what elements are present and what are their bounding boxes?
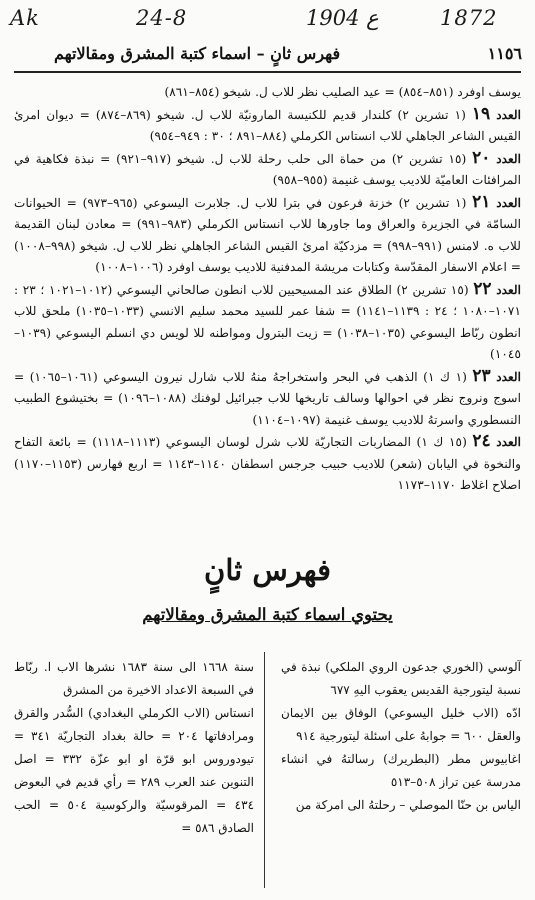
index-entry	[14, 431, 521, 497]
issue-number: ٢٤	[472, 431, 491, 451]
index-entries	[14, 82, 521, 497]
issue-label: العدد	[496, 151, 521, 166]
issue-number: ١٩	[471, 103, 491, 124]
column-divider	[264, 652, 265, 888]
entry-text: (١ تشرين ٢) خزنة فرعون في بترا للاب ل. جلابرت اليسوعي (٩٦٥–٩٧٣) = الحيوانات السامّة في الجزيرة والعراق وما جاورها للاب انستاس الكرملي (٩٨٣–٩٩١) = معادن لبنان القديمة للاب ه. لامنس (٩٩١–٩٩٨) = مزدكيّة امرئ القيس الشاعر الجاهلي نظر للاب ل. شيخو (٩٩٨–١٠٠٨) = اعلام الاسفار المقدّسة وكتابات مريشة المدفنية للاديب يوسف اوفرد (١٠٠٦–١٠٠٨)	[14, 195, 522, 274]
handwritten-note: Ak	[10, 6, 40, 30]
entry-text: (١ ك ١) الذهب في البحر واستخراجهُ منهُ للاب شارل نيرون اليسوعي (١٠٦١–١٠٦٥) = اسوج ونروج نظر في احوالها وسالف تاريخها للاب جبرائيل لوفنك (١٠٨٨–١٠٩٦) = بختيشوع الطبيب النسطوري واسرتهُ للاديب يوسف غنيمة (١٠٩٧–١١٠٤)	[14, 369, 521, 427]
page-header	[14, 44, 524, 68]
entry-text: (١٥ تشرين ٢) الطلاق عند المسيحيين للاب انطون صالحاني اليسوعي (١٠١٢–١٠٢١ ؛ ٢٣ : ١٠٧١–١٠٨٠ ؛ ٢٤ : ١١٣٩–١١٤١) = شفا عمر للسيد محمد سليم الانسي (١٠٣٣–١٠٣٥) ملحق للاب انطون ربّاط اليسوعي (١٠٣٥–١٠٣٨) = زيت البترول ومواطنه للا لويس دي انسلم اليسوعي (١٠٣٩–١٠٤٥)	[14, 282, 522, 361]
index-entry	[14, 279, 521, 366]
index-entry	[14, 192, 521, 279]
entry-text: يوسف اوفرد (٨٥١–٨٥٤) = عيد الصليب نظر للاب ل. شيخو (٨٥٤–٨٦١)	[164, 85, 521, 99]
issue-number: ٢٢	[473, 278, 492, 299]
handwritten-note: 24-8	[136, 6, 188, 30]
author-entry: انستاس (الاب الكرملي البغدادي) السُّدر والقرق ومرادفاتها ٢٠٤ = حالة بغداد التجاريّة ٣٤١ = تيودوروس ابو قرّة او ابو عزّة ٣٣٢ = اصل التنوين عند العرب ٢٨٩ = رأي قديم في البعوض ٤٣٤ = المرقوسيّة والركوسية ٥٠٤ = الحب الصادق ٥٨٦ =	[14, 706, 255, 835]
issue-number: ٢٣	[472, 365, 491, 386]
author-column-left	[14, 656, 254, 840]
issue-label: العدد	[496, 195, 521, 210]
page-number: ١١٥٦	[487, 44, 522, 63]
index-entry	[14, 148, 521, 192]
index-entry	[14, 82, 521, 104]
issue-label: العدد	[496, 435, 522, 449]
entry-text: (١٥ تشرين ٢) من حماة الى حلب رحلة للاب ل. شيخو (٩١٧–٩٢١) = نبذة فكاهية في المرافئات العاميّة للاديب يوسف غنيمة (٩٥٥–٩٥٨)	[14, 151, 521, 187]
author-entry: آلوسي (الخوري جدعون الروي الملكي) نبذة في نسبة ليتورجية القديس يعقوب اليهِ ٦٧٧	[281, 660, 521, 697]
issue-label: العدد	[496, 369, 522, 384]
index-entry	[14, 104, 521, 148]
issue-label: العدد	[496, 107, 522, 122]
section-subtitle: يحتوي اسماء كتبة المشرق ومقالاتهم	[142, 605, 393, 624]
issue-label: العدد	[496, 282, 522, 297]
issue-number: ٢٠	[472, 147, 491, 168]
issue-number: ٢١	[472, 191, 491, 212]
author-entry: سنة ١٦٦٨ الى سنة ١٦٨٣ نشرها الاب ا. ربّاط في السبعة الاعداد الاخيرة من المشرق	[14, 660, 254, 697]
entry-text: (١٥ ك ١) المضاربات التجاريّة للاب شرل لوسان اليسوعي (١١١٣–١١١٨) = بائعة التفاح والنخوة في اليابان (شعر) للاديب حبيب جرجس اسطفان ١١٤٠–١١٤٣ = اربع فهارس (١١٥٣–١١٧٠) اصلاح اغلاط ١١٧٠–١١٧٣	[14, 435, 521, 492]
header-rule	[14, 71, 521, 73]
author-column-right	[281, 656, 521, 817]
author-entry: ادّه (الاب خليل اليسوعي) الوفاق بين الايمان والعقل ٦٠٠ = جوابهُ على اسئلة ليتورجية ٩١٤	[281, 706, 521, 743]
handwritten-note: 1872	[440, 6, 498, 30]
running-title: فهرس ثانٍ – اسماء كتبة المشرق ومقالاتهم	[54, 44, 341, 63]
handwritten-note: ع 1904	[306, 6, 379, 30]
entry-text: (١ تشرين ٢) كلندار قديم للكنيسة المارونيّة للاب ل. شيخو (٨٦٩–٨٧٤) = ديوان امرئ القيس الشاعر الجاهلي للاب انستاس الكرملي (٨٨٤–٨٩١ ؛ ٣٠ : ٩٤٩–٩٥٤)	[14, 107, 521, 143]
author-entry: اغابيوس مطر (البطريرك) رسالتهُ في انشاء مدرسة عين تراز ٥٠٨–٥١٣	[281, 752, 521, 789]
index-entry	[14, 366, 521, 432]
author-entry: الياس بن حنّا الموصلي – رحلتهُ الى امركة من	[295, 798, 521, 812]
section-title: فهرس ثانٍ	[204, 553, 331, 587]
